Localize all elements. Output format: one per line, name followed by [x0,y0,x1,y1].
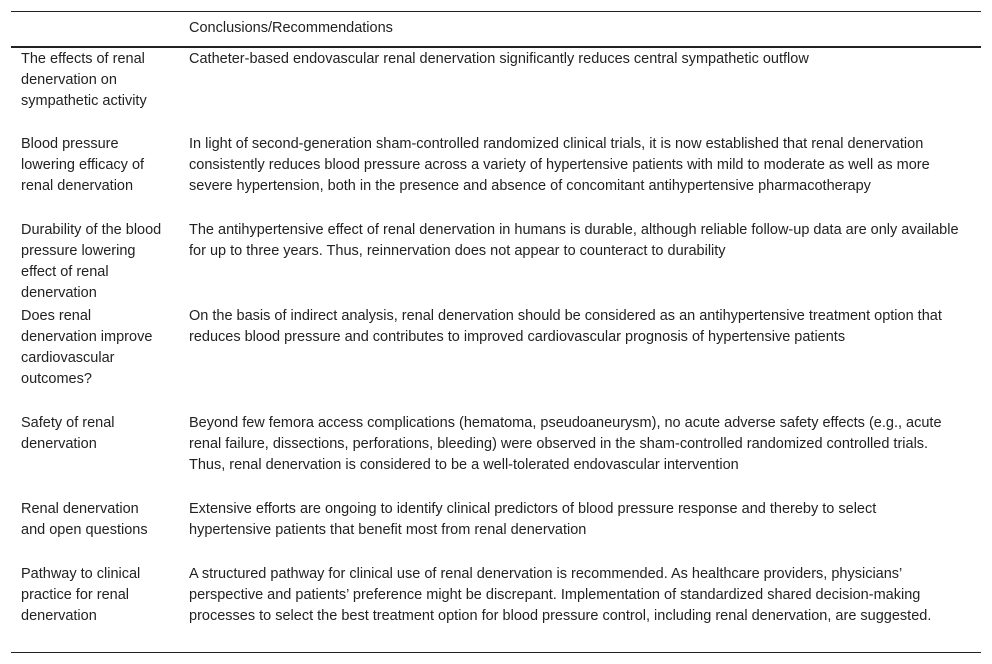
table-row [11,47,981,133]
table-row [11,219,981,305]
row-topic-cell: The effects of renal denervation on sympathetic activity [21,51,147,109]
header-topic-cell [11,12,179,48]
row-topic-cell: Does renal denervation improve cardiovascular outcomes? [21,308,153,387]
table-header-row [11,12,981,48]
row-conclusion-cell: Beyond few femora access complications (hematoma, pseudoaneurysm), no acute adverse safety effects (e.g., acute renal failure, dissections, perforations, bleeding) were observed in the sham-controlled randomized controlled trials. Thus, renal denervation is considered to be a well-tolerated endovascular intervention [189,415,942,473]
row-conclusion-cell: Extensive efforts are ongoing to identify clinical predictors of blood pressure response and thereby to select hypertensive patients that benefit most from renal denervation [189,501,877,538]
table-row [11,412,981,498]
table-row [11,133,981,219]
row-topic-cell: Pathway to clinical practice for renal denervation [11,563,179,652]
row-topic-cell: Blood pressure lowering efficacy of renal denervation [21,136,145,194]
table-row [11,498,981,563]
row-topic-cell: Renal denervation and open questions [21,501,148,538]
row-conclusion-cell: The antihypertensive effect of renal denervation in humans is durable, although reliable follow-up data are only available for up to three years. Thus, reinnervation does not appear to counteract to durability [189,222,959,259]
row-conclusion-cell: On the basis of indirect analysis, renal denervation should be considered as an antihypertensive treatment option that reduces blood pressure and contributes to improved cardiovascular prognosis of hypertensive patients [189,308,942,345]
recommendations-table-container [11,11,981,653]
row-conclusion-cell: Catheter-based endovascular renal denervation significantly reduces central sympathetic outflow [189,51,809,67]
row-topic-cell: Safety of renal denervation [21,415,115,452]
row-conclusion-cell: A structured pathway for clinical use of renal denervation is recommended. As healthcare providers, physicians’ perspective and patients’ preference might be discrepant. Implementation of standardized shared decision-making processes to select the best treatment option for blood pressure control, including renal denervation, are suggested. [179,563,981,652]
row-topic-cell: Durability of the blood pressure lowering effect of renal denervation [21,222,162,301]
table-row [11,305,981,412]
recommendations-table [11,11,981,653]
table-row [11,563,981,652]
header-conclusions-cell: Conclusions/Recommendations [179,12,981,48]
row-conclusion-cell: In light of second-generation sham-controlled randomized clinical trials, it is now established that renal denervation consistently reduces blood pressure across a variety of hypertensive patients with mild to moderate as well as more severe hypertension, both in the presence and absence of concomitant antihypertensive pharmacotherapy [189,136,930,194]
